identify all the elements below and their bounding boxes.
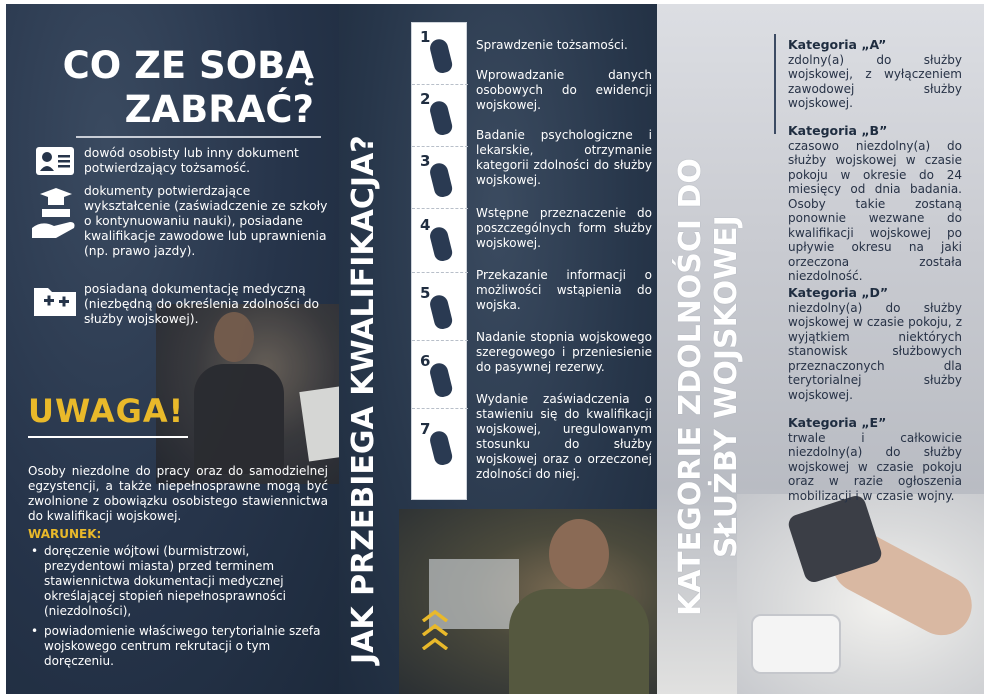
right-title	[673, 16, 749, 616]
soldier-photo	[399, 509, 657, 694]
category-block	[788, 286, 962, 402]
step-number: 6	[420, 352, 431, 370]
step-text: Badanie psychologiczne i lekarskie, otrzymanie kategorii zdolności do służby wojskowej.	[476, 128, 652, 187]
left-panel	[6, 4, 339, 694]
footprint-icon	[428, 99, 454, 136]
medical-folder-icon	[26, 282, 84, 327]
left-title: CO ZE SOBĄ ZABRAĆ?	[62, 44, 314, 131]
footprint-icon	[428, 361, 454, 398]
graduation-hand-icon	[26, 184, 84, 259]
step-text: Wprowadzanie danych osobowych do ewidencji wojskowej.	[476, 68, 652, 112]
step-text: Przekazanie informacji o możliwości wstąpienia do wojska.	[476, 268, 652, 312]
category-heading: Kategoria „D”	[788, 285, 889, 300]
condition-item: • powiadomienie właściwego terytorialnie szefa wojskowego centrum rekrutacji o tym doręczeniu.	[28, 624, 328, 669]
right-panel	[657, 4, 984, 694]
step-number: 1	[420, 28, 431, 46]
step-text: Wydanie zaświadczenia o stawieniu się do kwalifikacji wojskowej, uregulowanym stosunku do służby wojskowej oraz o orzeczonej zdolności do niej.	[476, 392, 652, 481]
item-text: posiadaną dokumentację medyczną (niezbędną do określenia zdolności do służby wojskowej).	[84, 282, 320, 326]
category-text: trwale i całkowicie niezdolny(a) do służby wojskowej w czasie pokoju oraz w razie ogłoszenia mobilizacji i w czasie wojny.	[788, 430, 962, 503]
step-number: 3	[420, 152, 431, 170]
step-marker	[412, 279, 468, 341]
category-block	[788, 38, 962, 111]
step-text: Nadanie stopnia wojskowego szeregowego i przeniesienie do pasywnej rezerwy.	[476, 330, 652, 374]
right-title-line1: KATEGORIE ZDOLNOŚCI DO	[673, 158, 708, 616]
step-number: 5	[420, 284, 431, 302]
footprint-icon	[428, 429, 454, 466]
chevron-up-icon	[421, 638, 449, 650]
step-number: 2	[420, 90, 431, 108]
category-block	[788, 416, 962, 503]
step-marker	[412, 85, 468, 147]
footprint-icon	[428, 225, 454, 262]
category-text: czasowo niezdolny(a) do służby wojskowej w czasie pokoju w okresie do 24 miesięcy od dnia badania. Osoby takie zostaną ponownie wezwane do kwalifikacji wojskowej po upływie okresu na jaki orzeczona została niezdolność.	[788, 138, 962, 283]
category-text: niezdolny(a) do służby wojskowej w czasie pokoju, z wyjątkiem niektórych stanowisk służbowych przeznaczonych dla terytorialnej służby wojskowej.	[788, 300, 962, 402]
blood-pressure-photo	[737, 494, 984, 694]
item-text: dokumenty potwierdzające wykształcenie (zaświadczenie ze szkoły o kontynuowaniu nauki), posiadane kwalifikacje zawodowe lub uprawnienia (np. prawo jazdy).	[84, 184, 328, 258]
footprint-icon	[428, 161, 454, 198]
list-item	[26, 184, 331, 259]
steps-strip	[411, 22, 467, 500]
chevron-up-icon	[421, 610, 449, 622]
divider	[774, 34, 776, 134]
warning-title: UWAGA!	[28, 392, 185, 430]
step-text: Sprawdzenie tożsamości.	[476, 38, 628, 52]
condition-item: • doręczenie wójtowi (burmistrzowi, prezydentowi miasta) przed terminem stawiennictwa dokumentacji medycznej określającej stopień niepełnosprawności (niezdolności),	[28, 544, 328, 619]
condition-label: WARUNEK:	[28, 527, 102, 541]
category-heading: Kategoria „A”	[788, 37, 887, 52]
step-marker	[412, 23, 468, 85]
footprint-icon	[428, 293, 454, 330]
right-title-line2: SŁUŻBY WOJSKOWEJ	[709, 215, 744, 558]
list-item	[26, 146, 331, 176]
divider	[28, 436, 188, 438]
divider	[76, 136, 321, 138]
step-marker	[412, 415, 468, 477]
warning-text: Osoby niezdolne do pracy oraz do samodzielnej egzystencji, a także niepełnosprawne mogą być zwolnione z obowiązku osobistego stawiennictwa do kwalifikacji wojskowej.	[28, 464, 328, 523]
chevron-up-icon	[421, 624, 449, 636]
step-text: Wstępne przeznaczenie do poszczególnych form służby wojskowej.	[476, 206, 652, 250]
footprint-icon	[428, 37, 454, 74]
step-marker	[412, 347, 468, 409]
step-number: 4	[420, 216, 431, 234]
item-text: dowód osobisty lub inny dokument potwierdzający tożsamość.	[84, 146, 299, 175]
step-marker	[412, 211, 468, 273]
middle-panel	[339, 4, 657, 694]
leaflet-page	[6, 4, 984, 694]
step-marker	[412, 147, 468, 209]
step-number: 7	[420, 420, 431, 438]
middle-title: JAK PRZEBIEGA KWALIFIKACJA?	[346, 135, 381, 664]
id-card-icon	[26, 146, 84, 176]
list-item	[26, 282, 331, 327]
category-text: zdolny(a) do służby wojskowej, z wyłączeniem zawodowej służby wojskowej.	[788, 52, 962, 110]
category-block	[788, 124, 962, 284]
category-heading: Kategoria „B”	[788, 123, 888, 138]
category-heading: Kategoria „E”	[788, 415, 887, 430]
